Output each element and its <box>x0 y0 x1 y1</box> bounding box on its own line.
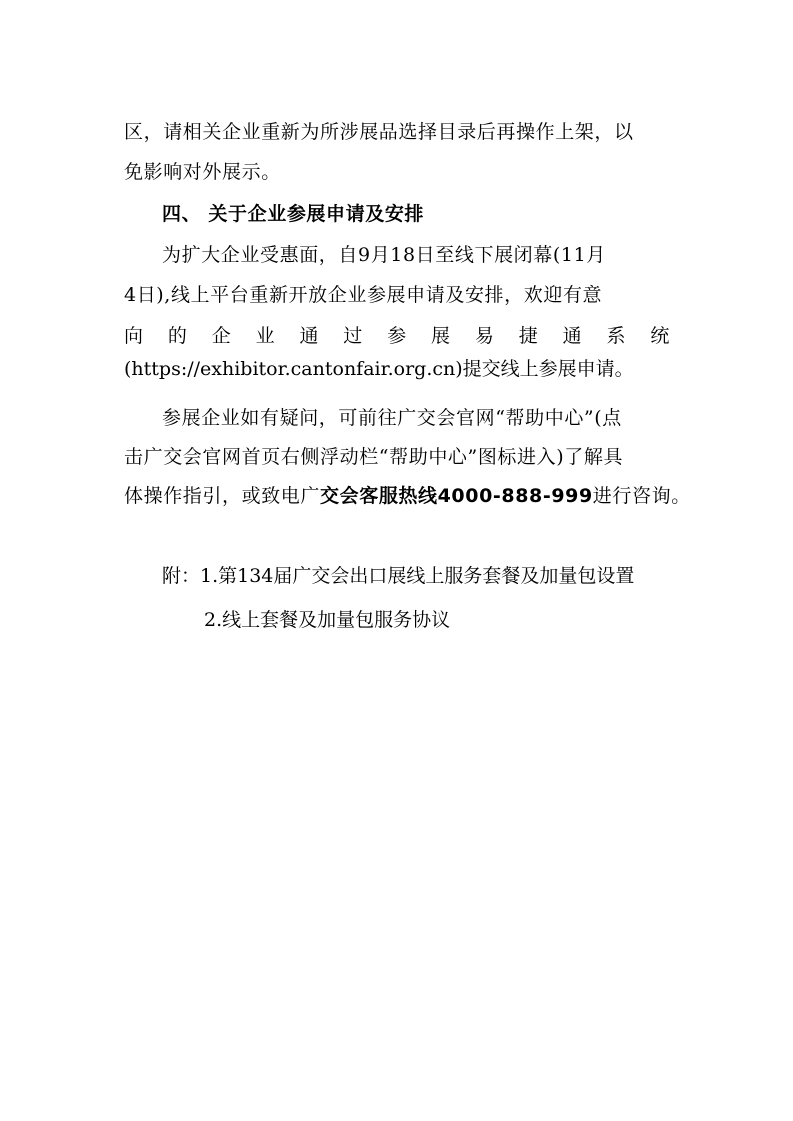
url-line: (https://exhibitor.cantonfair.org.cn)提交线上参展申请。 <box>124 358 634 380</box>
justified-char: 的 <box>167 325 188 347</box>
justified-char: 业 <box>255 325 276 347</box>
justified-char: 向 <box>124 325 144 347</box>
justified-char: 展 <box>431 325 451 347</box>
justified-char: 系 <box>606 325 627 347</box>
justified-char: 捷 <box>518 325 539 347</box>
paragraph-line: 4日),线上平台重新开放企业参展申请及安排，欢迎有意 <box>124 284 603 306</box>
hotline-prefix: 体操作指引，或致电广 <box>124 485 321 507</box>
justified-char: 通 <box>562 325 583 347</box>
paragraph-line: 为扩大企业受惠面，自9月18日至线下展闭幕(11月 <box>162 244 606 266</box>
justified-char: 统 <box>650 325 670 347</box>
justified-char: 参 <box>387 325 407 347</box>
paragraph-line: 击广交会官网首页右侧浮动栏“帮助中心”图标进入)了解具 <box>124 446 624 468</box>
justified-char: 企 <box>211 325 232 347</box>
justified-char: 过 <box>343 325 363 347</box>
paragraph-line: 区，请相关企业重新为所涉展品选择目录后再操作上架，以 <box>124 121 634 143</box>
paragraph-line: 免影响对外展示。 <box>124 161 281 183</box>
justified-char: 通 <box>299 325 320 347</box>
justified-char: 易 <box>474 325 495 347</box>
hotline-suffix: 进行咨询。 <box>592 485 691 507</box>
attachment-item-2: 2.线上套餐及加量包服务协议 <box>204 609 451 631</box>
attachment-item-1: 附：1.第134届广交会出口展线上服务套餐及加量包设置 <box>162 565 635 587</box>
paragraph-line-justified <box>124 320 670 352</box>
paragraph-line: 参展企业如有疑问，可前往广交会官网“帮助中心”(点 <box>162 407 622 429</box>
section-heading: 四、 关于企业参展申请及安排 <box>162 203 425 225</box>
hotline-number: 交会客服热线4000-888-999 <box>320 485 593 507</box>
paragraph-line <box>124 480 691 512</box>
